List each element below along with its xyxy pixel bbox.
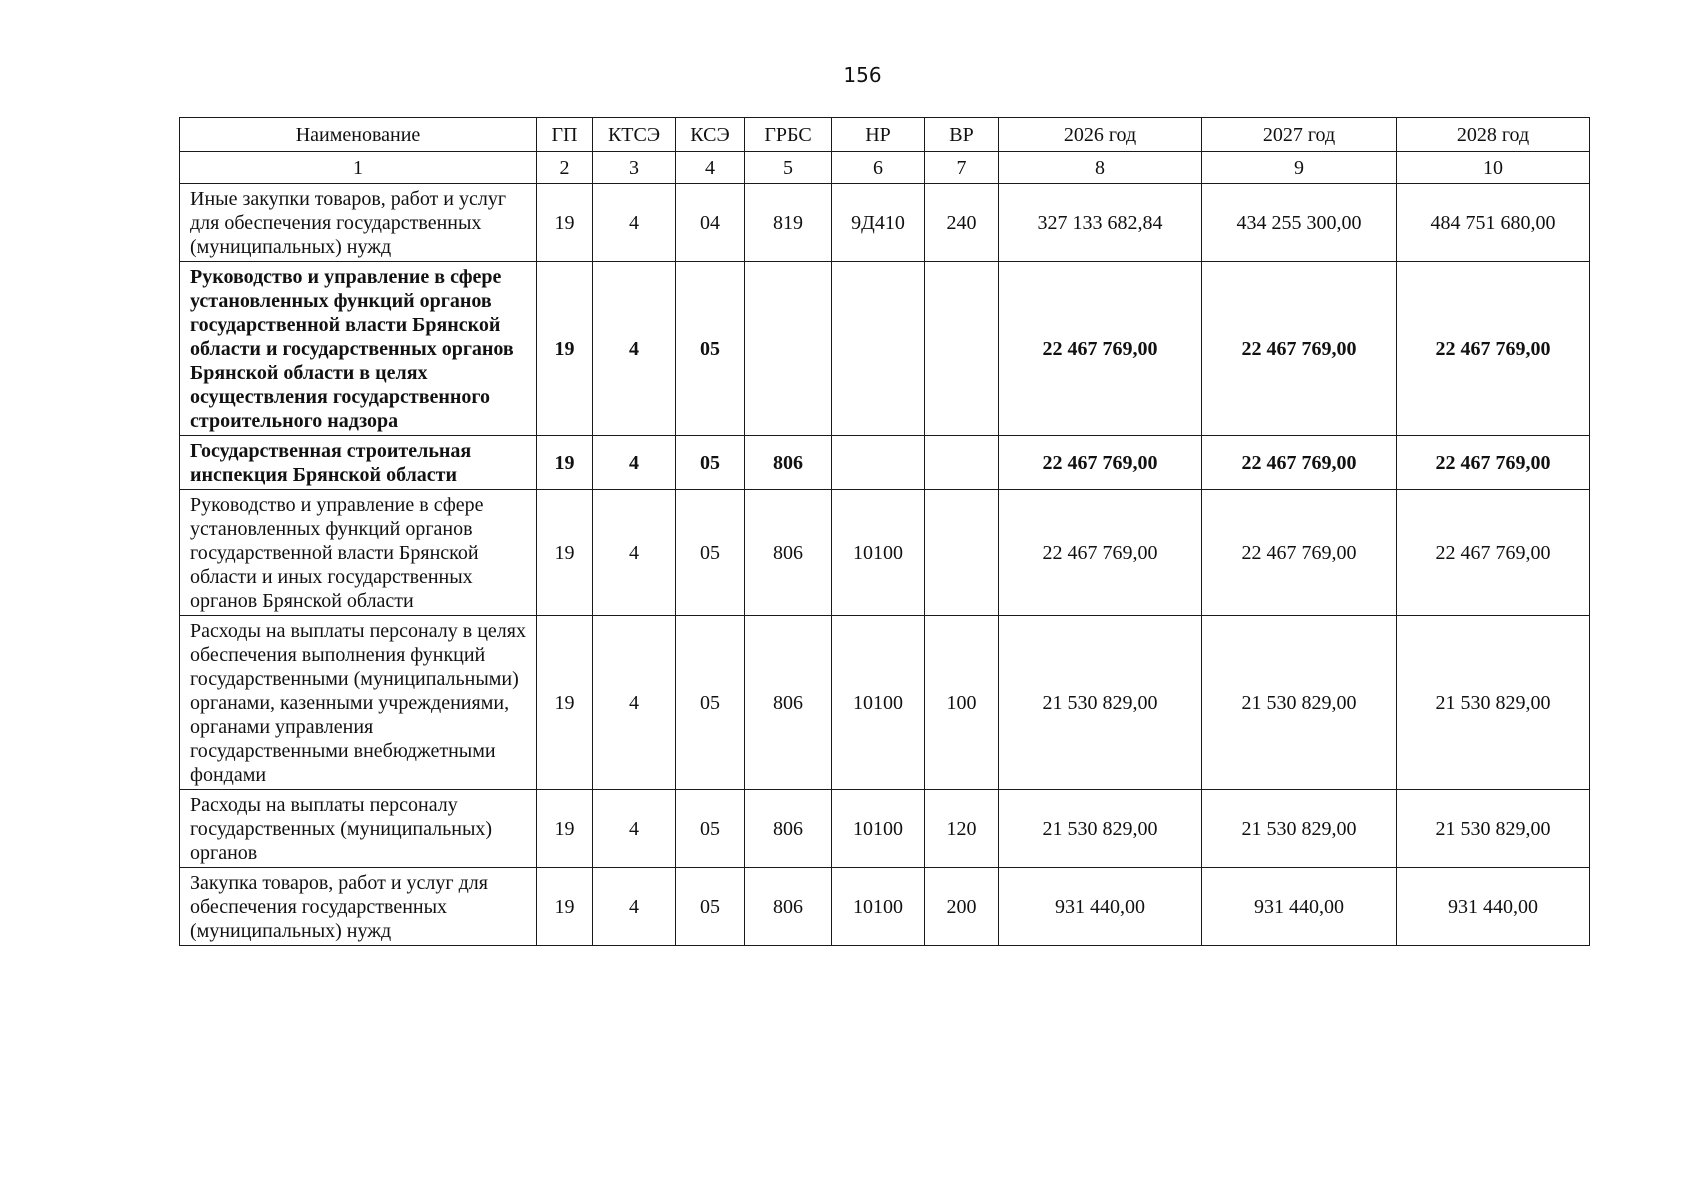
gp-cell: 19: [537, 184, 593, 262]
grbs-cell: [745, 262, 832, 436]
table-row: [180, 868, 1590, 946]
column-number-cell: 9: [1202, 152, 1397, 184]
table-row: [180, 616, 1590, 790]
column-number-cell: 3: [593, 152, 676, 184]
grbs-cell: 806: [745, 790, 832, 868]
kse-cell: 05: [676, 868, 745, 946]
header-cell: КСЭ: [676, 118, 745, 152]
nr-cell: 9Д410: [832, 184, 925, 262]
amount-2028-cell: 22 467 769,00: [1397, 490, 1590, 616]
amount-2027-cell: 22 467 769,00: [1202, 262, 1397, 436]
header-cell: НР: [832, 118, 925, 152]
amount-2026-cell: 21 530 829,00: [999, 616, 1202, 790]
page-number: 156: [843, 63, 882, 87]
amount-2028-cell: 484 751 680,00: [1397, 184, 1590, 262]
header-row: [180, 118, 1590, 152]
column-number-cell: 2: [537, 152, 593, 184]
amount-2026-cell: 22 467 769,00: [999, 490, 1202, 616]
vr-cell: [925, 490, 999, 616]
nr-cell: [832, 436, 925, 490]
header-cell: КТСЭ: [593, 118, 676, 152]
amount-2028-cell: 21 530 829,00: [1397, 616, 1590, 790]
header-cell: ВР: [925, 118, 999, 152]
row-name-cell: Государственная строительная инспекция Брянской области: [180, 436, 537, 490]
grbs-cell: 819: [745, 184, 832, 262]
row-name-cell: Руководство и управление в сфере установленных функций органов государственной власти Брянской области и иных государственных органов Брянской области: [180, 490, 537, 616]
ktse-cell: 4: [593, 868, 676, 946]
header-cell: Наименование: [180, 118, 537, 152]
gp-cell: 19: [537, 868, 593, 946]
table-row: [180, 790, 1590, 868]
gp-cell: 19: [537, 790, 593, 868]
table-row: [180, 184, 1590, 262]
ktse-cell: 4: [593, 490, 676, 616]
nr-cell: 10100: [832, 790, 925, 868]
kse-cell: 04: [676, 184, 745, 262]
amount-2026-cell: 931 440,00: [999, 868, 1202, 946]
grbs-cell: 806: [745, 868, 832, 946]
kse-cell: 05: [676, 790, 745, 868]
amount-2027-cell: 931 440,00: [1202, 868, 1397, 946]
ktse-cell: 4: [593, 262, 676, 436]
nr-cell: [832, 262, 925, 436]
amount-2027-cell: 21 530 829,00: [1202, 616, 1397, 790]
amount-2027-cell: 434 255 300,00: [1202, 184, 1397, 262]
amount-2027-cell: 22 467 769,00: [1202, 436, 1397, 490]
amount-2027-cell: 21 530 829,00: [1202, 790, 1397, 868]
table-body: [180, 184, 1590, 946]
gp-cell: 19: [537, 262, 593, 436]
nr-cell: 10100: [832, 616, 925, 790]
vr-cell: [925, 262, 999, 436]
vr-cell: 200: [925, 868, 999, 946]
column-number-cell: 5: [745, 152, 832, 184]
gp-cell: 19: [537, 490, 593, 616]
amount-2027-cell: 22 467 769,00: [1202, 490, 1397, 616]
kse-cell: 05: [676, 436, 745, 490]
vr-cell: 100: [925, 616, 999, 790]
column-number-row: [180, 152, 1590, 184]
amount-2028-cell: 22 467 769,00: [1397, 436, 1590, 490]
vr-cell: 120: [925, 790, 999, 868]
table-row: [180, 490, 1590, 616]
kse-cell: 05: [676, 490, 745, 616]
grbs-cell: 806: [745, 490, 832, 616]
header-cell: ГП: [537, 118, 593, 152]
amount-2026-cell: 22 467 769,00: [999, 436, 1202, 490]
table-row: [180, 262, 1590, 436]
row-name-cell: Расходы на выплаты персоналу государственных (муниципальных) органов: [180, 790, 537, 868]
ktse-cell: 4: [593, 616, 676, 790]
gp-cell: 19: [537, 436, 593, 490]
header-cell: 2026 год: [999, 118, 1202, 152]
gp-cell: 19: [537, 616, 593, 790]
column-number-cell: 1: [180, 152, 537, 184]
ktse-cell: 4: [593, 436, 676, 490]
row-name-cell: Руководство и управление в сфере установленных функций органов государственной власти Брянской области и государственных органов Брянской области в целях осуществления государственного строительного надзора: [180, 262, 537, 436]
ktse-cell: 4: [593, 184, 676, 262]
header-cell: 2028 год: [1397, 118, 1590, 152]
vr-cell: [925, 436, 999, 490]
amount-2026-cell: 22 467 769,00: [999, 262, 1202, 436]
budget-table: [179, 117, 1590, 946]
column-number-cell: 8: [999, 152, 1202, 184]
amount-2028-cell: 931 440,00: [1397, 868, 1590, 946]
column-number-cell: 10: [1397, 152, 1590, 184]
grbs-cell: 806: [745, 616, 832, 790]
amount-2026-cell: 21 530 829,00: [999, 790, 1202, 868]
amount-2026-cell: 327 133 682,84: [999, 184, 1202, 262]
row-name-cell: Расходы на выплаты персоналу в целях обеспечения выполнения функций государственными (муниципальными) органами, казенными учреждениями, органами управления государственными внебюджетными фондами: [180, 616, 537, 790]
nr-cell: 10100: [832, 868, 925, 946]
header-cell: 2027 год: [1202, 118, 1397, 152]
amount-2028-cell: 22 467 769,00: [1397, 262, 1590, 436]
nr-cell: 10100: [832, 490, 925, 616]
kse-cell: 05: [676, 262, 745, 436]
column-number-cell: 7: [925, 152, 999, 184]
table-row: [180, 436, 1590, 490]
row-name-cell: Закупка товаров, работ и услуг для обеспечения государственных (муниципальных) нужд: [180, 868, 537, 946]
grbs-cell: 806: [745, 436, 832, 490]
column-number-cell: 6: [832, 152, 925, 184]
ktse-cell: 4: [593, 790, 676, 868]
vr-cell: 240: [925, 184, 999, 262]
header-cell: ГРБС: [745, 118, 832, 152]
row-name-cell: Иные закупки товаров, работ и услуг для обеспечения государственных (муниципальных) нужд: [180, 184, 537, 262]
column-number-cell: 4: [676, 152, 745, 184]
amount-2028-cell: 21 530 829,00: [1397, 790, 1590, 868]
kse-cell: 05: [676, 616, 745, 790]
